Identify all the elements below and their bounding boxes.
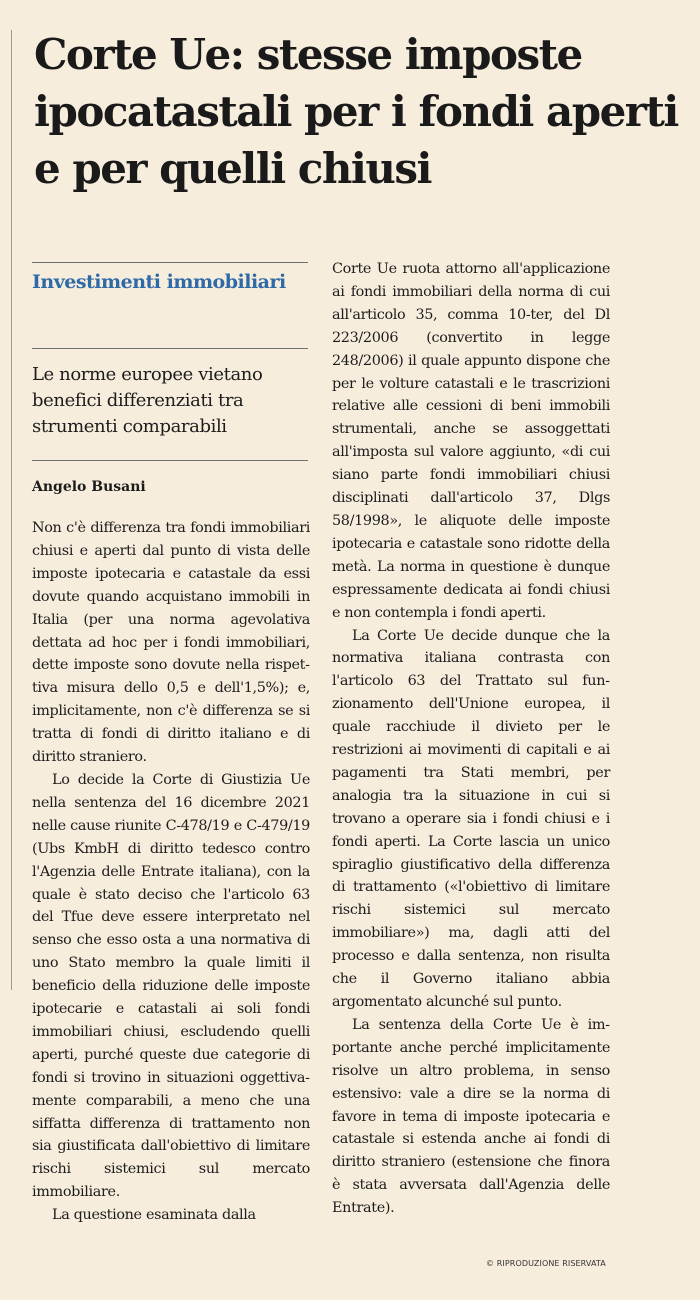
subtitle: Le norme europee vietano benefici differenziati tra strumenti comparabili — [32, 364, 263, 437]
body-paragraph: Corte Ue ruota attorno all'applicazione ai fondi immobiliari della norma di cui all'articolo 35, comma 10-ter, del Dl 223/2006 (convertito in legge 248/2006) il quale appunto dispone che per le volture catastali e le trascrizioni relative alle cessioni di beni immobili strumentali, anche se assoggettati all'imposta sul valore aggiunto, «di cui siano parte fondi immobiliari chiusi disciplinati dall'articolo 37, Dlgs 58/1998», le aliquote delle imposte ipotecaria e catastale sono ridotte della metà. La norma in questione è dunque espressamente dedicata ai fondi chiusi e non contempla i fondi aperti. — [332, 261, 610, 621]
body-paragraph: La questione esaminata dalla — [52, 1207, 256, 1224]
left-margin-rule — [11, 30, 12, 990]
body-paragraph: La Corte Ue decide dunque che la normativa italiana contrasta con l'articolo 63 del Trattato sul funzionamento dell'Unione europea, il quale racchiude il divieto per le restrizioni ai movimenti di capitali e ai pagamenti tra Stati membri, per analogia tra la situazione in cui si trovano a operare sia i fondi chiusi e i fondi aperti. La Corte lascia un unico spiraglio giustificativo della differenza di trattamento («l'obiettivo di limitare rischi sistemici sul mercato immobiliare») ma, dagli atti del processo e dalla sentenza, non risulta che il Governo italiano abbia argomentato alcunché sul punto. — [332, 627, 610, 1010]
section-top-rule — [32, 262, 308, 263]
headline: Corte Ue: stesse imposte ipocatastali per i fondi aperti e per quelli chiusi — [34, 30, 678, 193]
body-paragraph: Lo decide la Corte di Giustizia Ue nella sentenza del 16 dicembre 2021 nelle cause riunite C-478/19 e C-479/19 (Ubs KmbH di diritto tedesco contro l'Agenzia delle Entrate italiana), con la quale è stato deciso che l'articolo 63 del Tfue deve essere interpretato nel senso che esso osta a una normativa di uno Stato membro la quale limiti il beneficio della riduzione delle imposte ipotecarie e catastali ai soli fondi immobiliari chiusi, escludendo quelli aperti, purché queste due categorie di fondi si trovino in situazioni oggettivamente comparabili, a meno che una siffatta differenza di trattamento non sia giustificata dall'obiettivo di limitare rischi sistemici sul mercato immobiliare. — [32, 771, 310, 1201]
body-paragraph: La sentenza della Corte Ue è importante anche perché implicitamente risolve un altro problema, in senso estensivo: vale a dire se la norma di favore in tema di imposte ipotecaria e catastale si estenda anche ai fondi di diritto straniero (estensione che finora è stata avversata dall'Agenzia delle Entrate). — [332, 1016, 610, 1217]
body-column-right — [332, 258, 610, 1258]
body-paragraph: Non c'è differenza tra fondi immobiliari chiusi e aperti dal punto di vista delle imposte ipotecaria e catastale da essi dovute quando acquistano immobili in Italia (per una norma agevolativa dettata ad hoc per i fondi immobiliari, dette imposte sono dovute nella rispettiva misura dello 0,5 e dell'1,5%); e, implicitamente, non c'è differenza se si tratta di fondi di diritto italiano e di diritto straniero. — [32, 520, 310, 766]
body-column-left — [32, 517, 310, 1277]
author-byline: Angelo Busani — [32, 479, 146, 495]
subtitle-rule — [32, 460, 308, 461]
section-label: Investimenti immobiliari — [32, 271, 286, 293]
section-bottom-rule — [32, 348, 308, 349]
copyright-notice: © RIPRODUZIONE RISERVATA — [486, 1259, 606, 1268]
